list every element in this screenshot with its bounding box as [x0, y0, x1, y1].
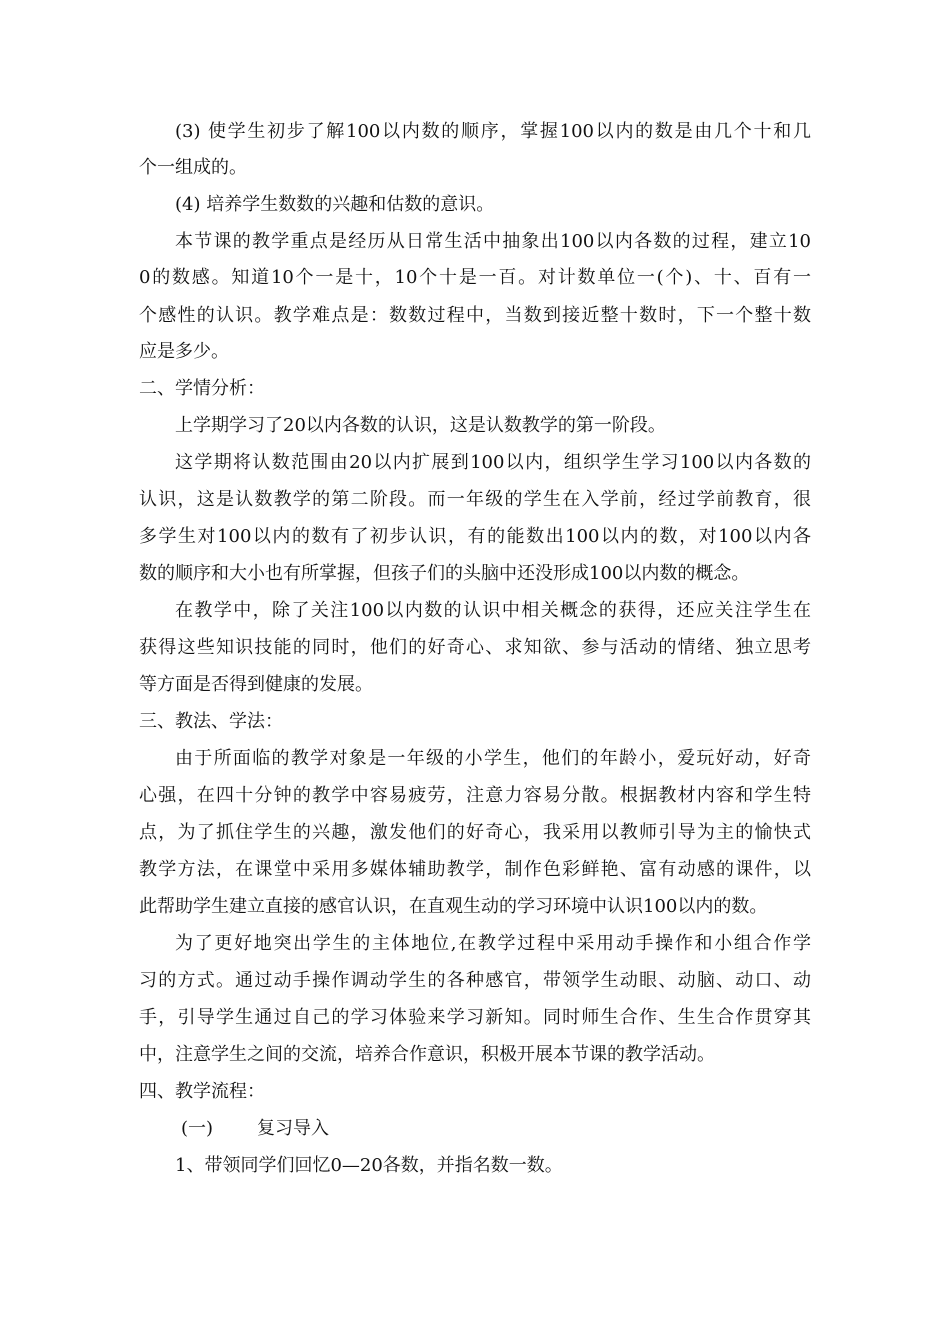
analysis-para-3-line-3: 等方面是否得到健康的发展。	[139, 674, 373, 695]
analysis-para-2-line-1: 这学期将认数范围由20以内扩展到100以内，组织学生学习100以内各数的	[175, 452, 811, 473]
method-para-1-line-4: 教学方法，在课堂中采用多媒体辅助教学，制作色彩鲜艳、富有动感的课件，以	[139, 859, 811, 880]
key-points-line-2: 0的数感。知道10个一是十，10个十是一百。对计数单位一(个)、十、百有一	[139, 267, 811, 288]
analysis-para-3-line-2: 获得这些知识技能的同时，他们的好奇心、求知欲、参与活动的情绪、独立思考	[139, 637, 811, 658]
objective-3-line-1: (3) 使学生初步了解100以内数的顺序，掌握100以内的数是由几个十和几	[175, 121, 811, 142]
analysis-para-2-line-4: 数的顺序和大小也有所掌握，但孩子们的头脑中还没形成100以内数的概念。	[139, 563, 750, 584]
method-para-1-line-1: 由于所面临的教学对象是一年级的小学生，他们的年龄小，爱玩好动，好奇	[175, 748, 811, 769]
analysis-para-2-line-2: 认识，这是认数教学的第二阶段。而一年级的学生在入学前，经过学前教育，很	[139, 489, 811, 510]
key-points-line-1: 本节课的教学重点是经历从日常生活中抽象出100以内各数的过程，建立10	[175, 231, 811, 252]
method-para-2-line-1: 为了更好地突出学生的主体地位,在教学过程中采用动手操作和小组合作学	[175, 933, 811, 954]
key-points-line-4: 应是多少。	[139, 341, 229, 362]
method-para-2-line-3: 手，引导学生通过自己的学习体验来学习新知。同时师生合作、生生合作贯穿其	[139, 1007, 811, 1028]
subsection-title: 复习导入	[257, 1118, 330, 1139]
subsection-heading-1	[181, 1117, 329, 1141]
method-para-2-line-4: 中，注意学生之间的交流，培养合作意识，积极开展本节课的教学活动。	[139, 1044, 715, 1065]
method-para-1-line-5: 此帮助学生建立直接的感官认识，在直观生动的学习环境中认识100以内的数。	[139, 896, 768, 917]
section-heading-4: 四、教学流程：	[139, 1081, 265, 1102]
objective-4: (4) 培养学生数数的兴趣和估数的意识。	[175, 194, 495, 215]
method-para-1-line-2: 心强，在四十分钟的教学中容易疲劳，注意力容易分散。根据教材内容和学生特	[139, 785, 811, 806]
method-para-1-line-3: 点，为了抓住学生的兴趣，激发他们的好奇心，我采用以教师引导为主的愉快式	[139, 822, 811, 843]
method-para-2-line-2: 习的方式。通过动手操作调动学生的各种感官，带领学生动眼、动脑、动口、动	[139, 970, 811, 991]
analysis-para-1: 上学期学习了20以内各数的认识，这是认数教学的第一阶段。	[175, 415, 666, 436]
list-item-1: 1、带领同学们回忆0—20各数，并指名数一数。	[175, 1155, 563, 1176]
analysis-para-3-line-1: 在教学中，除了关注100以内数的认识中相关概念的获得，还应关注学生在	[175, 600, 811, 621]
key-points-line-3: 个感性的认识。教学难点是：数数过程中，当数到接近整十数时，下一个整十数	[139, 305, 811, 326]
objective-3-line-2: 个一组成的。	[139, 157, 247, 178]
section-heading-3: 三、教法、学法：	[139, 711, 283, 732]
subsection-number: (一)	[181, 1118, 214, 1139]
analysis-para-2-line-3: 多学生对100以内的数有了初步认识，有的能数出100以内的数，对100以内各	[139, 526, 811, 547]
section-heading-2: 二、学情分析：	[139, 378, 265, 399]
